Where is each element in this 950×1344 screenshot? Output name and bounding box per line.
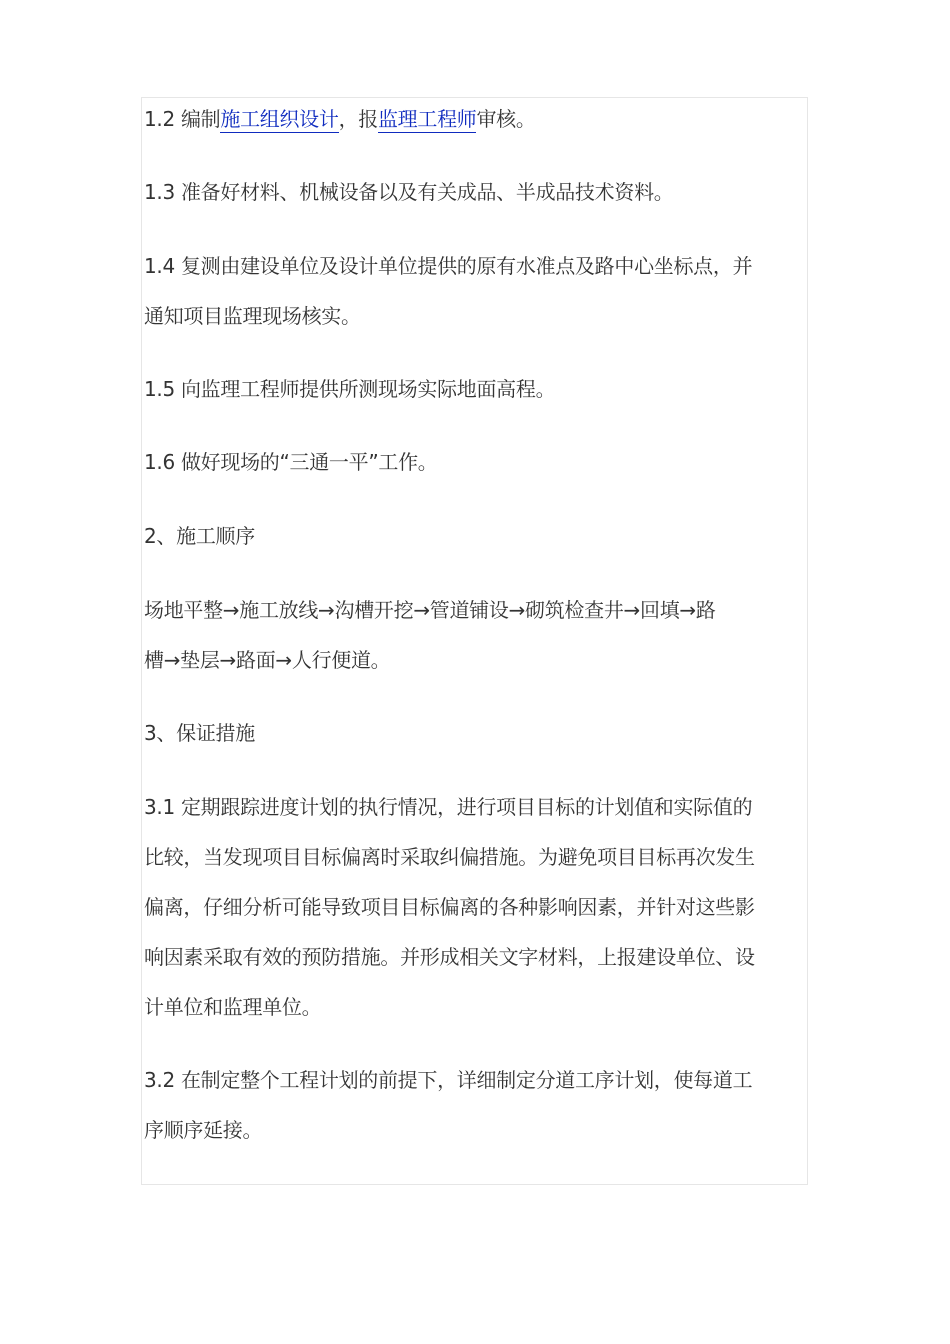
heading-text: 2、施工顺序 — [144, 524, 255, 548]
construction-sequence — [144, 585, 816, 685]
paragraph-line: 响因素采取有效的预防措施。并形成相关文字材料，上报建设单位、设 — [144, 945, 755, 969]
paragraph-line — [144, 94, 816, 144]
heading-text: 3、保证措施 — [144, 721, 255, 745]
paragraph-1-6 — [144, 437, 816, 487]
paragraph-1-3 — [144, 167, 816, 217]
paragraph-line: 3.1 定期跟踪进度计划的执行情况，进行项目目标的计划值和实际值的 — [144, 795, 753, 819]
paragraph-3-1 — [144, 782, 816, 1032]
section-heading-3 — [144, 708, 816, 758]
paragraph-line: 序顺序延接。 — [144, 1118, 263, 1142]
supervising-engineer-link[interactable]: 监理工程师 — [377, 107, 477, 131]
text-run: ，报 — [338, 107, 378, 131]
paragraph-line: 1.3 准备好材料、机械设备以及有关成品、半成品技术资料。 — [144, 180, 674, 204]
text-run: 1.2 编制 — [144, 107, 221, 131]
paragraph-line: 通知项目监理现场核实。 — [144, 304, 361, 328]
paragraph-1-4 — [144, 241, 816, 341]
paragraph-1-2 — [144, 94, 816, 144]
paragraph-line: 3.2 在制定整个工程计划的前提下，详细制定分道工序计划，使每道工 — [144, 1068, 753, 1092]
paragraph-line: 1.6 做好现场的“三通一平”工作。 — [144, 450, 438, 474]
paragraph-line: 场地平整→施工放线→沟槽开挖→管道铺设→砌筑检查井→回填→路 — [144, 598, 716, 622]
paragraph-line: 1.5 向监理工程师提供所测现场实际地面高程。 — [144, 377, 556, 401]
construction-design-link[interactable]: 施工组织设计 — [220, 107, 339, 131]
text-run: 审核。 — [476, 107, 536, 131]
paragraph-1-5 — [144, 364, 816, 414]
paragraph-line: 比较，当发现项目目标偏离时采取纠偏措施。为避免项目目标再次发生 — [144, 845, 755, 869]
paragraph-line: 槽→垫层→路面→人行便道。 — [144, 648, 391, 672]
paragraph-3-2 — [144, 1055, 816, 1155]
paragraph-line: 1.4 复测由建设单位及设计单位提供的原有水准点及路中心坐标点，并 — [144, 254, 753, 278]
section-heading-2 — [144, 511, 816, 561]
paragraph-line: 计单位和监理单位。 — [144, 995, 322, 1019]
paragraph-line: 偏离，仔细分析可能导致项目目标偏离的各种影响因素，并针对这些影 — [144, 895, 755, 919]
